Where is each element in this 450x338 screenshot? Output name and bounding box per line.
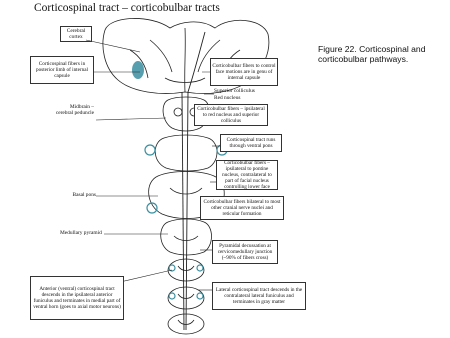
label-red-nucleus: Red nucleus [214,95,241,101]
box-pontine-nucleus: Corticobulbar fibers – ipsilateral to pontine nucleus, contralateral to part of facial nucleus controlling lower face [216,160,278,190]
label-superior-colliculus: Superior colliculus [214,88,255,94]
label-cerebral-cortex: Cerebral cortex [60,26,92,42]
label-medullary-pyramid: Medullary pyramid [60,230,102,236]
box-ventral-pons: Corticospinal tract runs through ventral pons [220,134,282,152]
box-bilateral: Corticobulbar fibers bilateral to most other cranial nerve nuclei and reticular formation [200,196,284,220]
medulla-section [161,219,212,255]
label-midbrain: Midbrain – cerebral peduncle [55,104,94,117]
box-red-nucleus: Corticobulbar fibers – ipsilateral to red nucleus and superior colliculus [194,104,268,126]
figure-caption: Figure 22. Corticospinal and corticobulbar pathways. [318,44,426,64]
box-anterior: Anterior (ventral) corticospinal tract descends in the ipsilateral anterior funiculus and terminates in medial part of ventral horn (goes to axial motor neurons) [30,276,124,320]
page-title: Corticospinal tract – corticobulbar tracts [34,2,220,14]
box-posterior-limb: Corticospinal fibers in posterior limb of internal capsule [30,56,94,84]
tract-lines [182,32,205,330]
box-decussation: Pyramidal decussation at cervicomedullary junction (~90% of fibers cross) [212,240,278,264]
cranial-nerve-nuclei [145,145,227,299]
box-lateral: Lateral corticospinal tract descends in the contralateral lateral funiculus and terminates in gray matter [212,282,306,310]
label-basal-pons: Basal pons [72,192,96,198]
box-genu: Corticobulbar fibers to control face motions are in genu of internal capsule [210,58,278,86]
